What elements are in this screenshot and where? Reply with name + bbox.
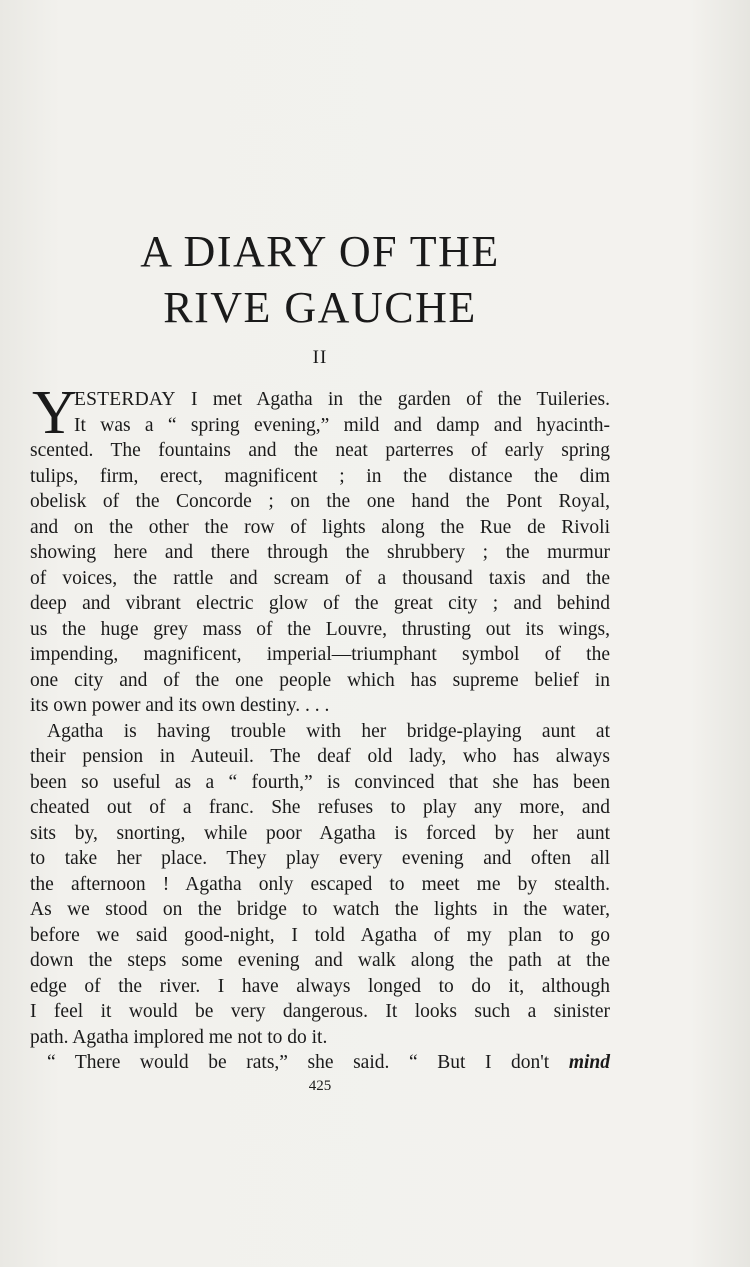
text-line: Agatha is having trouble with her bridge-playing aunt at bbox=[47, 720, 610, 742]
text-line-content: “ There would be rats,” she said. “ But I don't bbox=[47, 1052, 569, 1073]
text-line: and on the other the row of lights along the Rue de Rivoli bbox=[30, 516, 610, 538]
text-line: I feel it would be very dangerous. It looks such a sinister bbox=[30, 1001, 610, 1022]
text-line: before we said good-night, I told Agatha of my plan to go bbox=[30, 924, 610, 946]
text-line: obelisk of the Concorde ; on the one hand the Pont Royal, bbox=[30, 491, 610, 512]
page-number: 425 bbox=[308, 1078, 332, 1094]
drop-cap: Y bbox=[32, 379, 77, 447]
body-text bbox=[30, 379, 610, 1076]
text-line: us the huge grey mass of the Louvre, thrusting out its wings, bbox=[30, 618, 610, 640]
text-line: been so useful as a “ fourth,” is convinced that she has been bbox=[30, 771, 610, 793]
italic-word: mind bbox=[568, 1052, 610, 1073]
text-line: sits by, snorting, while poor Agatha is forced by her aunt bbox=[30, 822, 610, 844]
text-line: deep and vibrant electric glow of the great city ; and behind bbox=[30, 593, 610, 614]
text-line: one city and of the one people which has supreme belief in bbox=[30, 669, 610, 691]
text-line: the afternoon ! Agatha only escaped to meet me by stealth. bbox=[30, 873, 610, 895]
text-line: cheated out of a franc. She refuses to play any more, and bbox=[30, 797, 610, 818]
text-line: its own power and its own destiny. . . . bbox=[30, 695, 330, 716]
text-line: of voices, the rattle and scream of a thousand taxis and the bbox=[30, 567, 610, 589]
first-word-caps: ESTERDAY bbox=[74, 389, 176, 410]
text-line: path. Agatha implored me not to do it. bbox=[30, 1026, 328, 1048]
text-line: As we stood on the bridge to watch the lights in the water, bbox=[30, 899, 610, 920]
chapter-title-line-1: A DIARY OF THE bbox=[140, 227, 500, 276]
text-line: It was a “ spring evening,” mild and damp and hyacinth- bbox=[74, 414, 610, 436]
text-line-content: I met Agatha in the garden of the Tuileries. bbox=[175, 389, 610, 410]
text-line bbox=[30, 387, 610, 413]
text-line: edge of the river. I have always longed to do it, although bbox=[30, 975, 610, 997]
text-line: to take her place. They play every evening and often all bbox=[30, 848, 610, 869]
text-line: down the steps some evening and walk along the path at the bbox=[30, 950, 610, 971]
chapter-title-line-2: RIVE GAUCHE bbox=[163, 283, 477, 332]
text-line: showing here and there through the shrubbery ; the murmur bbox=[30, 542, 610, 563]
text-line: scented. The fountains and the neat parterres of early spring bbox=[30, 440, 610, 461]
text-line bbox=[30, 1050, 610, 1076]
text-line: impending, magnificent, imperial—triumphant symbol of the bbox=[30, 644, 610, 665]
text-line: tulips, firm, erect, magnificent ; in the distance the dim bbox=[30, 465, 610, 487]
section-number: II bbox=[312, 347, 328, 368]
text-line: their pension in Auteuil. The deaf old lady, who has always bbox=[30, 746, 610, 767]
